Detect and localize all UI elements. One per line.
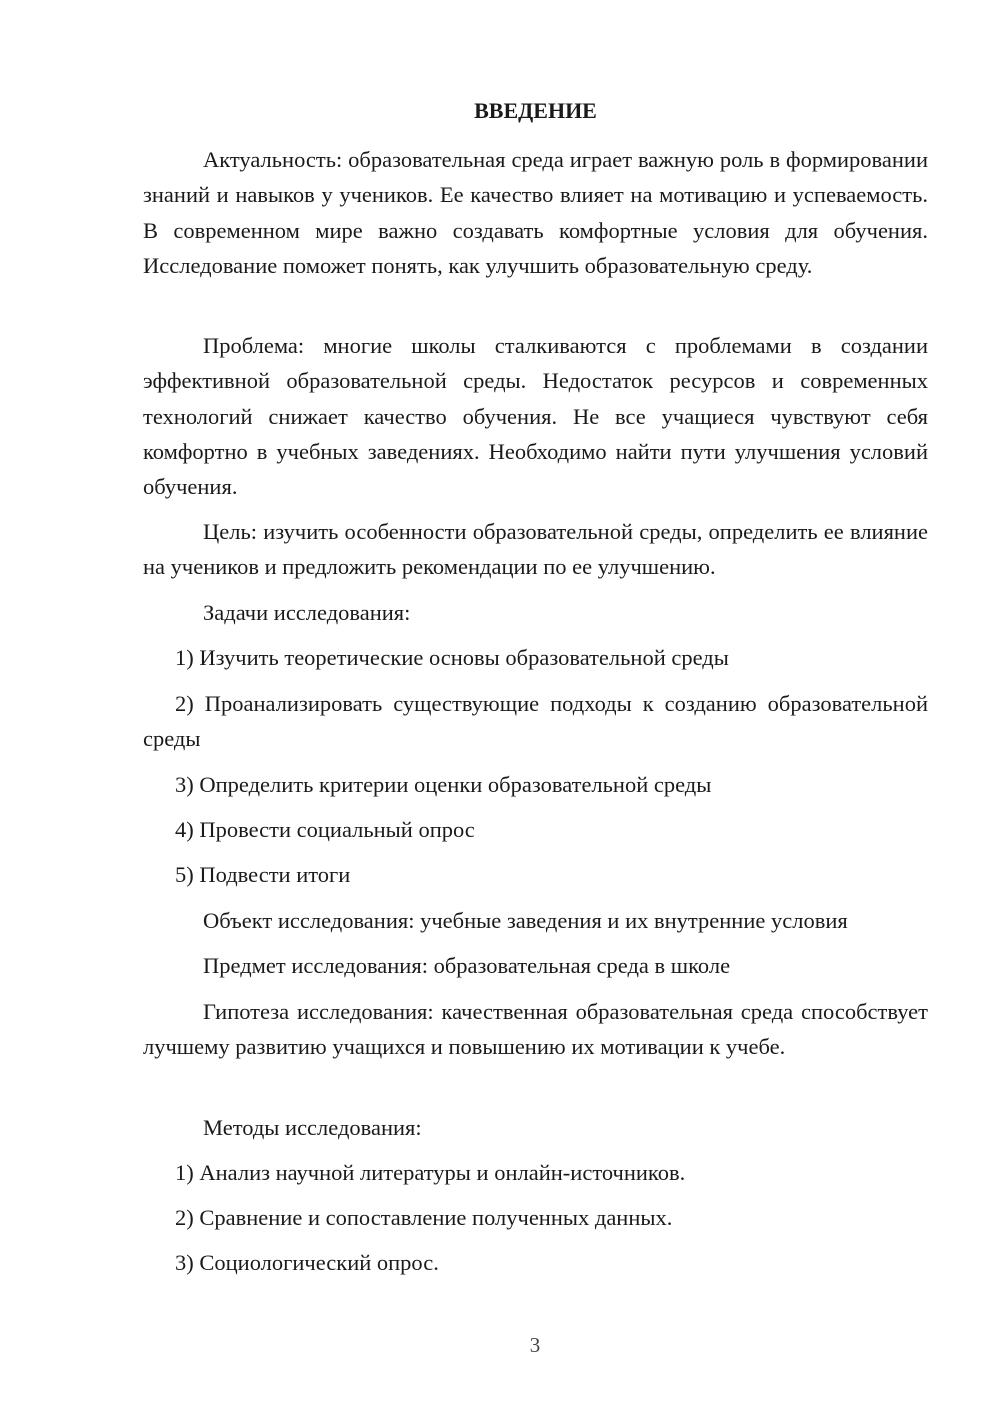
methods-heading: Методы исследования: xyxy=(203,1115,422,1140)
hypothesis-paragraph: Гипотеза исследования: качественная образовательная среда способствует лучшему развитию учащихся и повышению их мотивации к учебе. xyxy=(143,999,928,1060)
task-item: 4) Провести социальный опрос xyxy=(175,817,475,842)
page-title: ВВЕДЕНИЕ xyxy=(474,98,597,123)
method-item: 1) Анализ научной литературы и онлайн-источников. xyxy=(175,1160,686,1185)
page-number: 3 xyxy=(529,1333,541,1357)
goal-paragraph: Цель: изучить особенности образовательной среды, определить ее влияние на учеников и предложить рекомендации по ее улучшению. xyxy=(143,519,928,580)
method-item: 3) Социологический опрос. xyxy=(175,1250,439,1275)
task-item: 2) Проанализировать существующие подходы к созданию образовательной среды xyxy=(143,691,928,752)
relevance-paragraph: Актуальность: образовательная среда играет важную роль в формировании знаний и навыков у учеников. Ее качество влияет на мотивацию и успеваемость. В современном мире важно создавать комфортные условия для обучения. Исследование поможет понять, как улучшить образовательную среду. xyxy=(143,147,928,278)
task-item: 3) Определить критерии оценки образовательной среды xyxy=(175,772,712,797)
task-item: 5) Подвести итоги xyxy=(175,862,351,887)
tasks-heading: Задачи исследования: xyxy=(203,600,411,625)
task-item: 1) Изучить теоретические основы образовательной среды xyxy=(175,645,729,670)
object-line: Объект исследования: учебные заведения и их внутренние условия xyxy=(203,908,848,933)
subject-line: Предмет исследования: образовательная среда в школе xyxy=(203,953,731,978)
method-item: 2) Сравнение и сопоставление полученных данных. xyxy=(175,1205,673,1230)
problem-paragraph: Проблема: многие школы сталкиваются с проблемами в создании эффективной образовательной среды. Недостаток ресурсов и современных технологий снижает качество обучения. Не все учащиеся чувствуют себя комфортно в учебных заведениях. Необходимо найти пути улучшения условий обучения. xyxy=(143,333,928,500)
